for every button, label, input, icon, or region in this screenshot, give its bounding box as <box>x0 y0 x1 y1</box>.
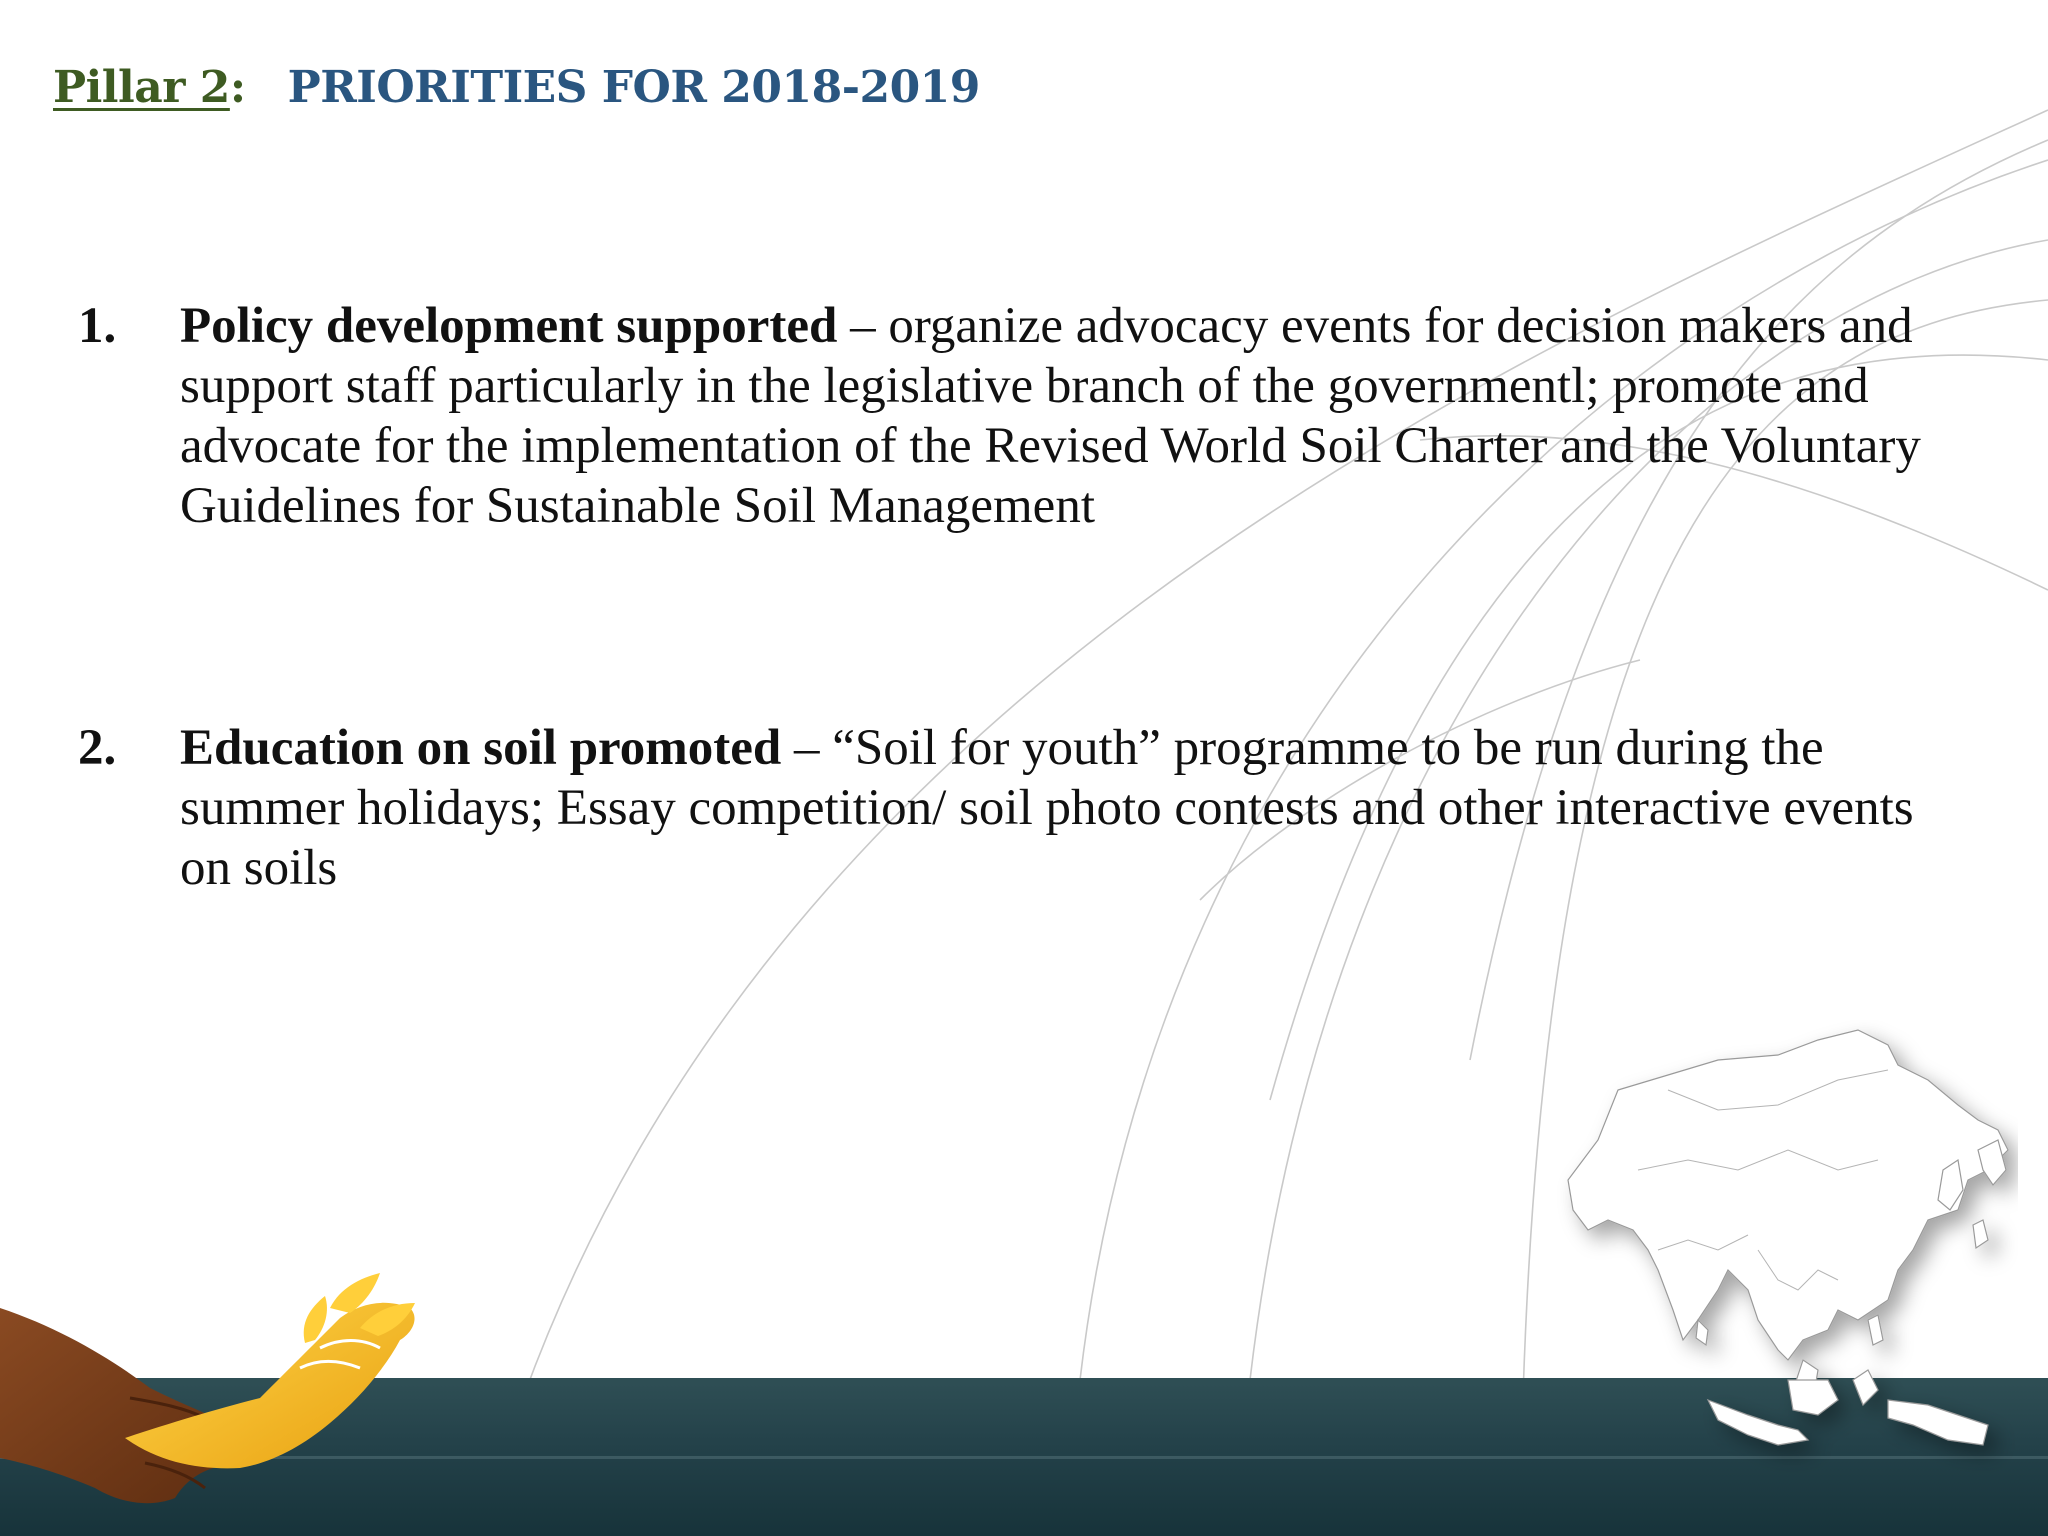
item-body <box>180 296 1958 536</box>
asia-map-icon <box>1458 1020 2018 1500</box>
title-heading: PRIORITIES FOR 2018-2019 <box>287 62 980 113</box>
title-colon: : <box>229 62 246 113</box>
item-body <box>180 718 1958 898</box>
hand-with-wheat-icon <box>0 1248 440 1536</box>
item-text: – organize advocacy events for decision makers and support staff particularly in the legislative branch of the governmentl; promote and advocate for the implementation of the Revised World Soil Charter and the Voluntary Guidelines for Sustainable Soil Management <box>180 298 1921 534</box>
slide-title <box>53 62 980 113</box>
priority-item-2 <box>78 718 1958 898</box>
item-number: 1. <box>78 298 117 354</box>
item-lead: Education on soil promoted <box>180 720 782 776</box>
title-pillar: Pillar 2 <box>53 62 230 113</box>
item-text: – “Soil for youth” programme to be run during the summer holidays; Essay competition/ soil photo contests and other interactive events on soils <box>180 720 1914 896</box>
item-lead: Policy development supported <box>180 298 838 354</box>
item-number: 2. <box>78 720 117 776</box>
priority-item-1 <box>78 296 1958 536</box>
